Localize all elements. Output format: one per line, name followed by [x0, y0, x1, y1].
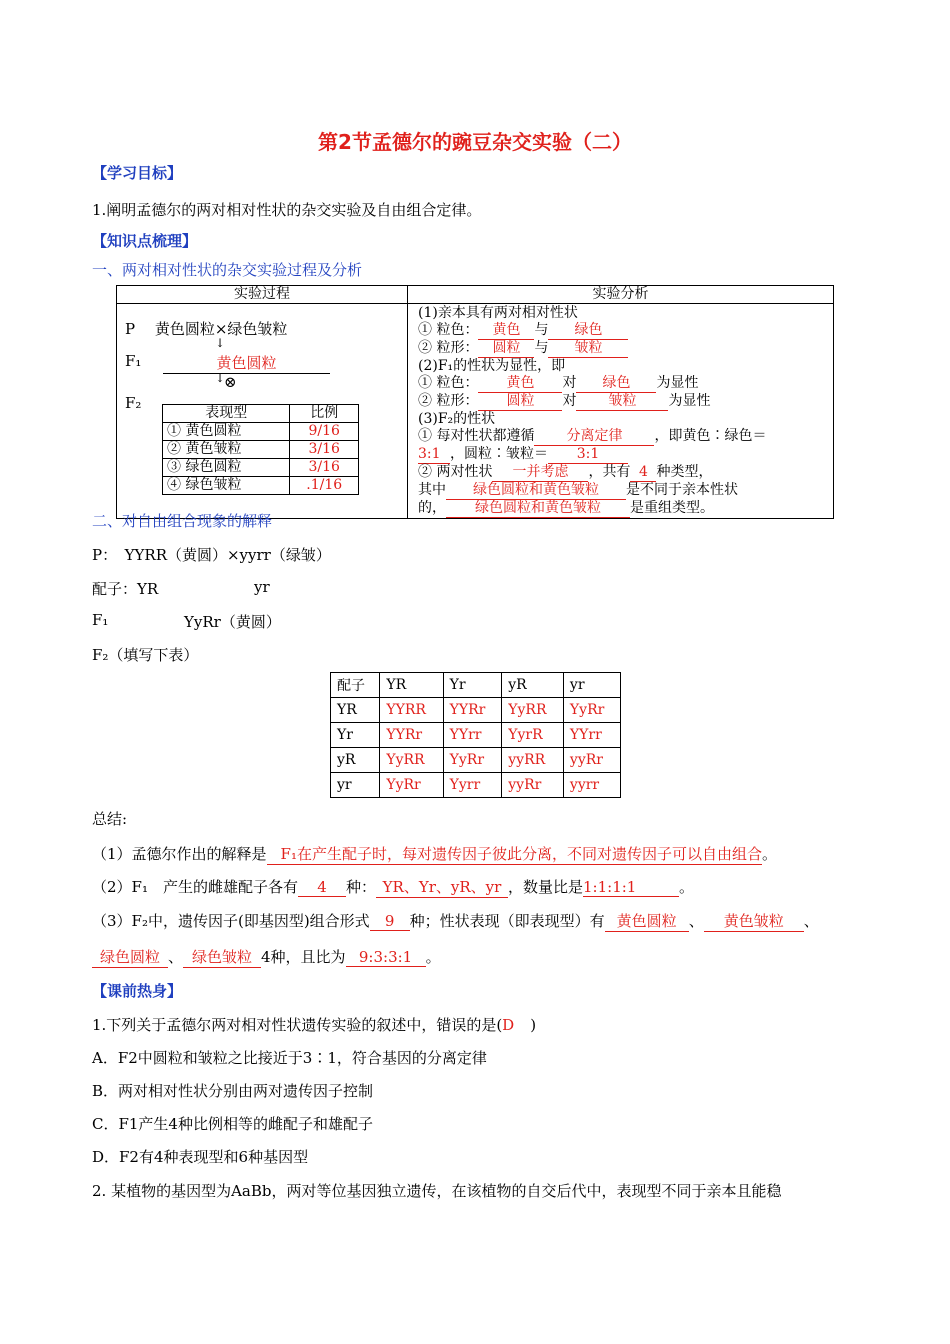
table-row — [331, 773, 621, 798]
row-header: YR — [331, 698, 380, 723]
process-cell — [117, 304, 408, 519]
genotype-cell: YYRr — [380, 723, 443, 748]
section-heading-goal: 【学习目标】 — [92, 164, 183, 182]
answer-blank: 绿色 — [548, 322, 628, 340]
header-cell: Yr — [443, 673, 502, 698]
answer-blank: 一并考虑 — [492, 464, 588, 482]
answer-blank: 圆粒 — [478, 393, 562, 411]
answer-blank: 黄色皱粒 — [704, 910, 804, 932]
table-row — [163, 441, 359, 459]
answer-blank: 绿色圆粒和黄色皱粒 — [446, 482, 626, 500]
ratio-cell: 3/16 — [290, 459, 359, 477]
experiment-table — [116, 285, 834, 519]
genotype-cell: YYrr — [443, 723, 502, 748]
genotype-cell: YYrr — [563, 723, 620, 748]
label: 、 — [688, 912, 704, 930]
analysis-text — [408, 304, 833, 518]
part1-heading: 一、两对相对性状的杂交实验过程及分析 — [92, 261, 363, 279]
label: 种；性状表现（即表现型）有 — [409, 912, 605, 930]
header-cell: YR — [380, 673, 443, 698]
selfing-symbol: ⊗ — [224, 373, 237, 391]
answer-blank: F₁在产生配子时，每对遗传因子彼此分离，不同对遗传因子可以自由组合 — [267, 843, 762, 865]
table-row — [163, 477, 359, 495]
label: ① 粒色： — [418, 322, 479, 338]
genotype-cell: YyRr — [563, 698, 620, 723]
summary-line-3 — [92, 910, 819, 932]
goal-item: 1.阐明孟德尔的两对相对性状的杂交实验及自由组合定律。 — [92, 201, 482, 219]
answer-blank: 4 — [298, 878, 346, 897]
analysis-line — [418, 500, 833, 518]
section-heading-warmup: 【课前热身】 — [92, 982, 183, 1000]
label: ① 粒色： — [418, 375, 479, 391]
ratio-cell: .1/16 — [290, 477, 359, 495]
answer-blank: 3:1 — [548, 446, 628, 464]
table-row — [331, 723, 621, 748]
header-cell: 配子 — [331, 673, 380, 698]
answer-blank: 黄色 — [478, 375, 562, 393]
page-title: 第2节孟德尔的豌豆杂交实验（二） — [318, 130, 632, 154]
label: 种类型， — [656, 464, 713, 480]
analysis-line — [418, 464, 833, 482]
answer-blank: 黄色圆粒 — [605, 910, 689, 932]
part2-heading: 二、对自由组合现象的解释 — [92, 512, 273, 530]
genotype-cell: Yyrr — [443, 773, 502, 798]
label: 的， — [418, 500, 446, 516]
label: 、 — [803, 912, 819, 930]
gamete-label: 配子：YR — [92, 580, 159, 598]
f2-label: F₂ — [125, 394, 142, 412]
analysis-line: (1)亲本具有两对相对性状 — [418, 305, 578, 321]
question-text: 1.下列关于孟德尔两对相对性状遗传实验的叙述中，错误的是( — [92, 1016, 503, 1034]
header-analysis: 实验分析 — [408, 286, 834, 304]
label: （2）F₁ 产生的雌雄配子各有 — [92, 878, 298, 896]
ratio-cell: 3/16 — [290, 441, 359, 459]
label: ② 粒形： — [418, 393, 479, 409]
question-1-stem — [92, 1014, 536, 1035]
label: （1）孟德尔作出的解释是 — [92, 845, 267, 863]
down-arrow-icon: ↓ — [215, 371, 226, 385]
header-cell: yR — [502, 673, 564, 698]
row-header: Yr — [331, 723, 380, 748]
table-row — [331, 698, 621, 723]
phenotype-ratio-table — [162, 404, 359, 495]
f1-genotype: YyRr（黄圆） — [184, 613, 281, 631]
analysis-line — [418, 322, 833, 340]
label: 与 — [534, 340, 549, 356]
analysis-line: (2)F₁的性状为显性，即 — [418, 358, 566, 374]
option-d: D．F2有4种表现型和6种基因型 — [92, 1148, 309, 1166]
answer-blank: 绿色圆粒和黄色皱粒 — [446, 500, 630, 518]
label: 种： — [345, 878, 376, 896]
option-a: A．F2中圆粒和皱粒之比接近于3∶1，符合基因的分离定律 — [92, 1049, 487, 1067]
label: ② 两对性状 — [418, 464, 493, 480]
row-header: yr — [331, 773, 380, 798]
summary-line-1 — [92, 843, 777, 865]
genotype-cell: YyRR — [502, 698, 564, 723]
answer-blank: 皱粒 — [576, 393, 668, 411]
answer-blank: 绿色圆粒 — [92, 946, 168, 968]
label: （3）F₂中，遗传因子(即基因型)组合形式 — [92, 912, 370, 930]
answer-blank: 分离定律 — [534, 428, 654, 446]
analysis-line — [418, 428, 833, 446]
f1-label: F₁ — [92, 611, 109, 629]
analysis-line — [418, 375, 833, 393]
genotype-cell: yyRR — [502, 748, 564, 773]
label: 为显性 — [668, 393, 711, 409]
genotype-cell: yyRr — [563, 748, 620, 773]
answer-blank: 绿色 — [576, 375, 656, 393]
answer-blank: 9:3:3:1 — [346, 948, 426, 967]
answer-blank: YR、Yr、yR、yr — [376, 876, 508, 898]
label: 为显性 — [656, 375, 699, 391]
genotype-cell: YyRr — [380, 773, 443, 798]
p-cross-line: P 黄色圆粒×绿色皱粒 — [125, 320, 288, 338]
answer-blank: 绿色皱粒 — [183, 946, 261, 968]
table-row — [331, 748, 621, 773]
label: ) — [530, 1016, 537, 1034]
f2-label: F₂（填写下表） — [92, 646, 199, 664]
phenotype-cell: ④ 绿色皱粒 — [163, 477, 290, 495]
f1-label: F₁ — [125, 352, 142, 370]
answer-blank: 1:1:1:1 — [583, 878, 679, 897]
answer: D — [502, 1016, 515, 1034]
row-header: yR — [331, 748, 380, 773]
analysis-line: (3)F₂的性状 — [418, 411, 496, 427]
analysis-line — [418, 446, 833, 464]
sub-header-ratio: 比例 — [290, 405, 359, 423]
genotype-cell: YyRR — [380, 748, 443, 773]
label: 。 — [761, 845, 777, 863]
label: 4种，且比为 — [261, 948, 346, 966]
label: 是不同于亲本性状 — [626, 482, 738, 498]
down-arrow-icon: ↓ — [215, 336, 226, 350]
gamete-yr: yr — [254, 578, 270, 596]
option-b: B．两对相对性状分别由两对遗传因子控制 — [92, 1082, 374, 1100]
genotype-cell: YyrR — [502, 723, 564, 748]
option-c: C．F1产生4种比例相等的雌配子和雄配子 — [92, 1115, 373, 1133]
label: ，共有 — [588, 464, 631, 480]
label: 、 — [168, 948, 184, 966]
answer-blank: 3:1 — [418, 446, 450, 464]
analysis-line — [418, 340, 833, 358]
summary-label: 总结: — [92, 810, 128, 828]
question-2-stem: 2. 某植物的基因型为AaBb，两对等位基因独立遗传，在该植物的自交后代中，表现型不同于亲本且能稳 — [92, 1182, 782, 1200]
genotype-cell: yyrr — [563, 773, 620, 798]
table-row — [163, 423, 359, 441]
label: 对 — [562, 375, 577, 391]
punnett-table — [330, 672, 621, 798]
label: ，即黄色∶绿色＝ — [654, 428, 767, 444]
phenotype-cell: ③ 绿色圆粒 — [163, 459, 290, 477]
label: 与 — [534, 322, 549, 338]
ratio-cell: 9/16 — [290, 423, 359, 441]
analysis-cell — [408, 304, 834, 519]
section-heading-knowledge: 【知识点梳理】 — [92, 232, 198, 250]
header-cell: yr — [563, 673, 620, 698]
summary-line-4 — [92, 946, 441, 968]
genotype-cell: YYRR — [380, 698, 443, 723]
answer-blank: 皱粒 — [548, 340, 628, 358]
answer-blank: 圆粒 — [478, 340, 534, 358]
answer-blank: 9 — [370, 912, 410, 931]
label: 其中 — [418, 482, 446, 498]
genotype-cell: YyRr — [443, 748, 502, 773]
label: ② 粒形： — [418, 340, 479, 356]
p-cross: P： YYRR（黄圆）×yyrr（绿皱） — [92, 546, 331, 564]
table-row — [163, 459, 359, 477]
f1-value: 黄色圆粒 — [163, 352, 330, 374]
label: ① 每对性状都遵循 — [418, 428, 535, 444]
phenotype-cell: ① 黄色圆粒 — [163, 423, 290, 441]
answer-blank: 4 — [630, 464, 656, 482]
label: 。 — [679, 878, 695, 896]
label: ，数量比是 — [507, 878, 583, 896]
phenotype-cell: ② 黄色皱粒 — [163, 441, 290, 459]
label: 是重组类型。 — [630, 500, 714, 516]
label: 。 — [425, 948, 441, 966]
answer-blank: 黄色 — [478, 322, 534, 340]
label: ，圆粒∶皱粒＝ — [450, 446, 548, 462]
table-header-row — [331, 673, 621, 698]
genotype-cell: YYRr — [443, 698, 502, 723]
analysis-line — [418, 482, 833, 500]
header-process: 实验过程 — [117, 286, 408, 304]
genotype-cell: yyRr — [502, 773, 564, 798]
analysis-line — [418, 393, 833, 411]
sub-header-type: 表现型 — [163, 405, 290, 423]
label: 对 — [562, 393, 577, 409]
summary-line-2 — [92, 876, 694, 898]
